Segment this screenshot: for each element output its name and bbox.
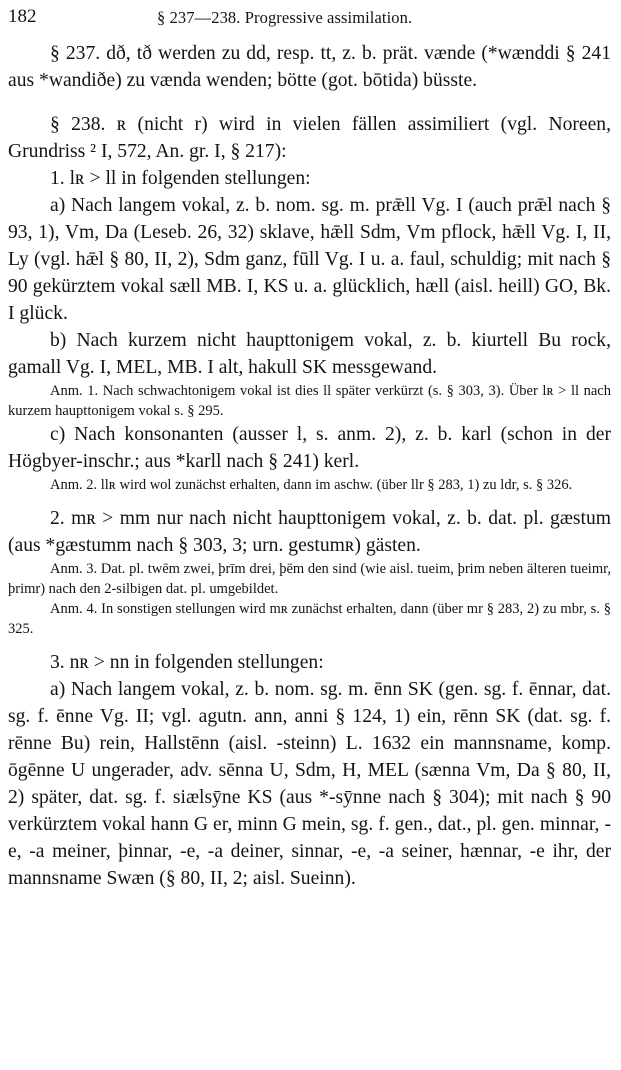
anmerkung-1: Anm. 1. Nach schwachtonigem vokal ist dies ll später verkürzt (s. § 303, 3). Über lʀ > ll nach kurzem haupttonigem vokal s. § 295. <box>8 383 611 419</box>
item-1b: b) Nach kurzem nicht haupttonigem vokal, z. b. kiurtell Bu rock, gamall Vg. I, MEL, MB. I alt, hakull SK messgewand. <box>8 330 611 378</box>
section-238-intro: § 238. ʀ (nicht r) wird in vielen fällen assimiliert (vgl. Noreen, Grundriss ² I, 572, An. gr. I, § 217): <box>8 114 611 162</box>
section-237: § 237. dð, tð werden zu dd, resp. tt, z. b. prät. vænde (*wænddi § 241 aus *wandiðe) zu vænda wenden; bötte (got. bōtida) büsste. <box>8 43 611 91</box>
item-1-heading: 1. lʀ > ll in folgenden stellungen: <box>50 168 311 189</box>
item-1a: a) Nach langem vokal, z. b. nom. sg. m. prǣll Vg. I (auch prǣl nach § 93, 1), Vm, Da (Leseb. 26, 32) sklave, hǣll Sdm, Vm pflock, hǣll Vg. I, II, Ly (vgl. hǣl § 80, II, 2), Sdm ganz, fūll Vg. I u. a. faul, schuldig; mit nach § 90 gekürztem vokal sæll MB. I, KS u. a. glücklich, hæll (aisl. heill) GO, Bk. I glück. <box>8 195 611 324</box>
page-number: 182 <box>8 6 37 27</box>
item-2: 2. mʀ > mm nur nach nicht haupttonigem vokal, z. b. dat. pl. gæstum (aus *gæstumm nach § 303, 3; urn. gestumʀ) gästen. <box>8 508 611 556</box>
item-1c: c) Nach konsonanten (ausser l, s. anm. 2), z. b. karl (schon in der Högbyer-inschr.; aus *karll nach § 241) kerl. <box>8 424 611 472</box>
page-body <box>8 40 611 892</box>
running-title: § 237—238. Progressive assimilation. <box>157 8 413 27</box>
anmerkung-4: Anm. 4. In sonstigen stellungen wird mʀ zunächst erhalten, dann (über mr § 283, 2) zu mbr, s. § 325. <box>8 601 611 637</box>
anmerkung-3: Anm. 3. Dat. pl. twēm zwei, þrīm drei, þēm den sind (wie aisl. tueim, þrim neben älteren tueimr, þrimr) nach den 2-silbigen dat. pl. umgebildet. <box>8 561 611 597</box>
item-3a: a) Nach langem vokal, z. b. nom. sg. m. ēnn SK (gen. sg. f. ēnnar, dat. sg. f. ēnne Vg. II; vgl. agutn. ann, anni § 124, 1) ein, rēnn SK (dat. sg. f. rēnne Bu) rein, Hallstēnn (aisl. -steinn) L. 1632 ein mannsname, komp. ōgēnne U ungerader, adv. sēnna U, Sdm, H, MEL (sænna Vm, Da § 80, II, 2) später, dat. sg. f. siælsȳne KS (aus *-sȳnne nach § 304); mit nach § 90 verkürztem vokal hann G er, minn G mein, sg. f. gen., dat., pl. gen. minnar, -e, -a meiner, þinnar, -e, -a deiner, sinnar, -e, -a seiner, hænnar, -e ihr, der mannsname Swæn (§ 80, II, 2; aisl. Sueinn). <box>8 679 611 889</box>
page-header <box>8 4 611 30</box>
anmerkung-2: Anm. 2. llʀ wird wol zunächst erhalten, dann im aschw. (über llr § 283, 1) zu ldr, s. § 326. <box>50 477 573 493</box>
item-3-heading: 3. nʀ > nn in folgenden stellungen: <box>50 652 324 673</box>
